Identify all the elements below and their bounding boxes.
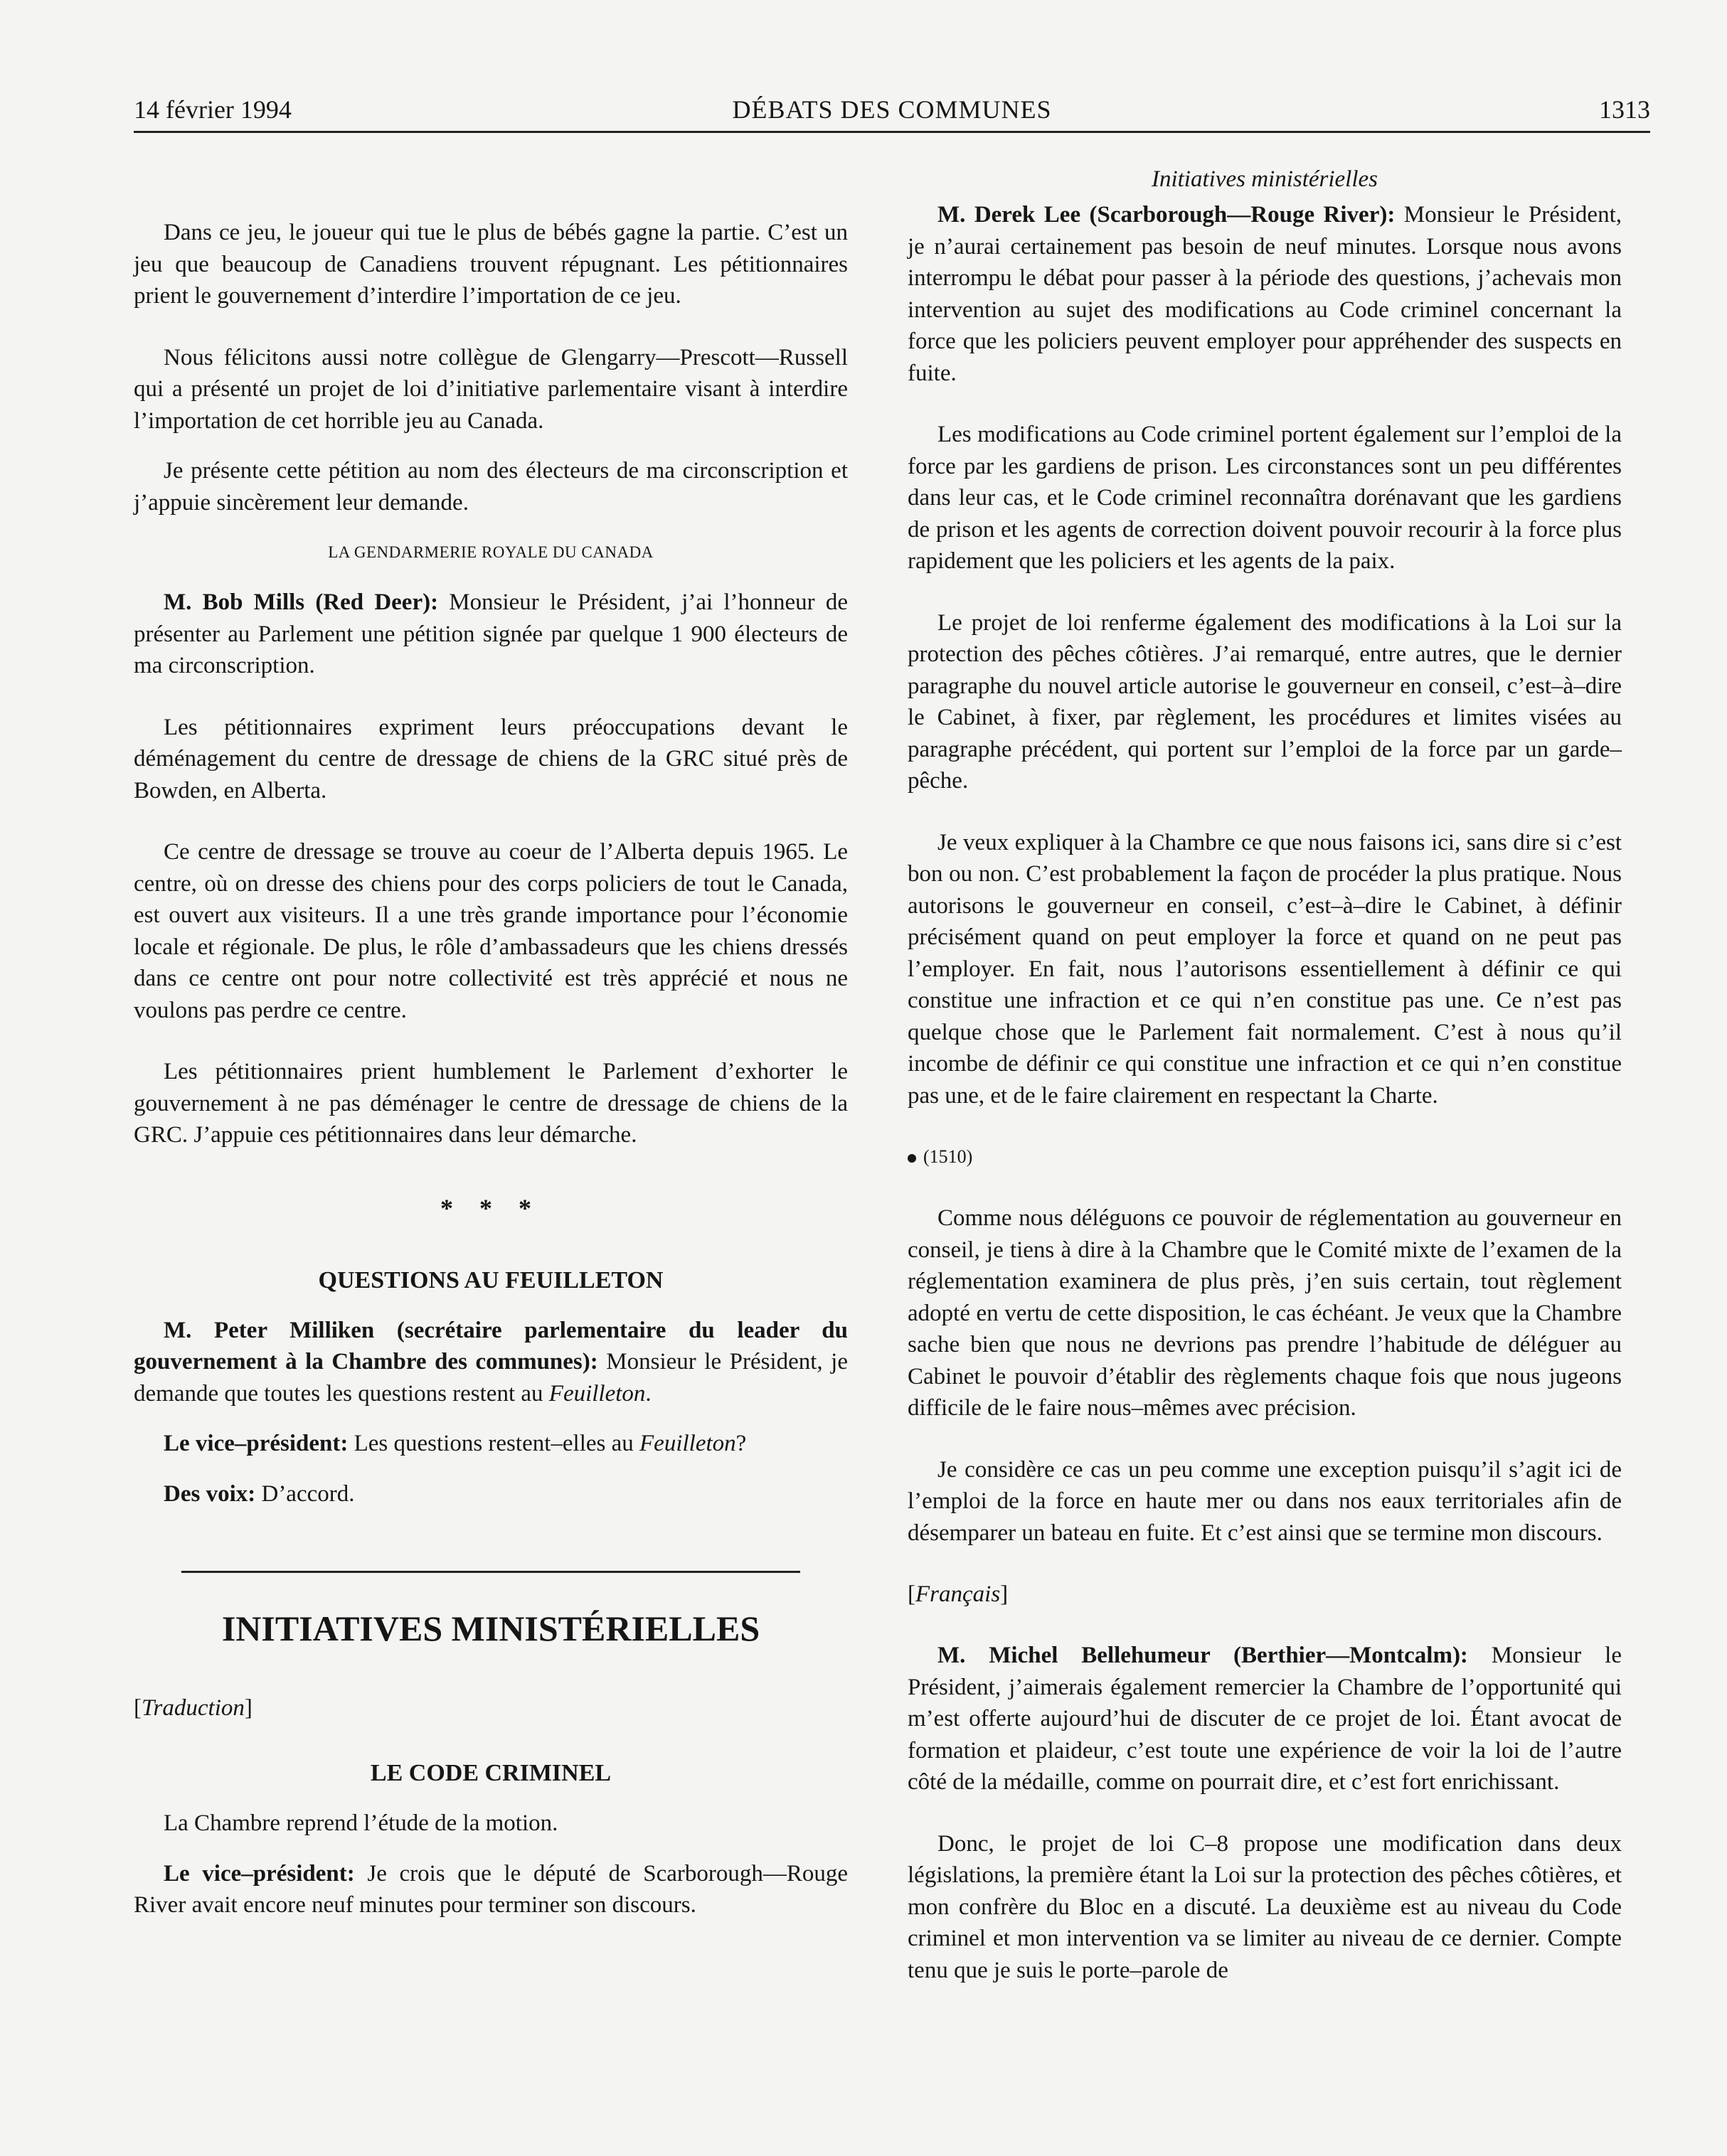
paragraph: La Chambre reprend l’étude de la motion. [164, 1810, 558, 1836]
speaker-name: M. Derek Lee (Scarborough—Rouge River): [937, 202, 1396, 228]
speech-text: Monsieur le Président, je n’aurai certainement pas besoin de neuf minutes. Lorsque nous avons interrompu le débat pour passer à la période des questions, j’achevais mon intervention au sujet des modifications au Code criminel concernant la force que les policiers peuvent employer pour appréhender des suspects en fuite. [908, 202, 1622, 386]
header-page-number: 1313 [1599, 95, 1650, 124]
paragraph: Ce centre de dressage se trouve au coeur de l’Alberta depuis 1965. Le centre, où on dresse des chiens pour des corps policiers de tout le Canada, est ouvert aux visiteurs. Il a une très grande importance pour l’économie locale et régionale. De plus, le rôle d’ambassadeurs que les chiens dressés dans ce centre ont pour notre collectivité est très apprécié et nous ne voulons pas perdre ce centre. [134, 839, 848, 1023]
italic-term: Feuilleton [548, 1380, 646, 1407]
language-label: Traduction [142, 1695, 245, 1721]
paragraph: Nous félicitons aussi notre collègue de Glengarry—Prescott—Russell qui a présenté un projet de loi d’initiative parlementaire visant à interdire l’importation de cet horrible jeu au Canada. [134, 344, 848, 434]
punctuation: . [645, 1380, 652, 1407]
language-note: [Français] [908, 1581, 1009, 1607]
speech-lee [908, 199, 1622, 389]
timestamp-text: (1510) [923, 1146, 973, 1167]
speech-text: Les questions restent–elles au [348, 1431, 640, 1456]
bullet-icon [908, 1154, 916, 1163]
running-section-title: Initiatives ministérielles [1151, 166, 1378, 192]
right-column [908, 164, 1622, 1986]
speech-voices [134, 1478, 848, 1510]
left-column [134, 217, 848, 1921]
speech-text: D’accord. [255, 1480, 355, 1507]
speech-vice-president [134, 1858, 848, 1921]
paragraph: Donc, le projet de loi C–8 propose une modification dans deux législations, la première étant la Loi sur la protection des pêches côtières, et mon confrère du Bloc en a discuté. La deuxième est au niveau du Code criminel et mon intervention va se limiter au niveau de ce dernier. Compte tenu que je suis le porte–parole de [908, 1830, 1622, 1983]
italic-term: Feuilleton [639, 1431, 736, 1456]
speech-milliken [134, 1315, 848, 1410]
section-separator: * * * [440, 1193, 541, 1222]
heading-questions: QUESTIONS AU FEUILLETON [318, 1266, 664, 1293]
speech-bellehumeur [908, 1640, 1622, 1798]
paragraph: Les pétitionnaires prient humblement le Parlement d’exhorter le gouvernement à ne pas déménager le centre de dressage de chiens de la GRC. J’appuie ces pétitionnaires dans leur démarche. [134, 1059, 848, 1148]
paragraph: Comme nous déléguons ce pouvoir de réglementation au gouverneur en conseil, je tiens à dire à la Chambre que le Comité mixte de l’examen de la réglementation examinera de plus près, j’en suis certain, tout règlement adopté en vertu de cette disposition, le cas échéant. Je veux que la Chambre sache bien que nous ne devrions pas prendre l’habitude de déléguer au Cabinet le pouvoir d’établir des règlements chaque fois que nous jugeons difficile de le faire nous–mêmes avec précision. [908, 1205, 1622, 1421]
speaker-name: Le vice–président: [164, 1431, 349, 1456]
paragraph: Les pétitionnaires expriment leurs préoccupations devant le déménagement du centre de dressage de chiens de la GRC situé près de Bowden, en Alberta. [134, 714, 848, 804]
section-rule [181, 1571, 800, 1573]
speech-text: Monsieur le Président, j’aimerais également remercier la Chambre de l’opportunité qui m’est offerte aujourd’hui de discuter de ce projet de loi. Étant avocat de formation et plaideur, c’est toute une expérience de voir la loi de l’autre côté de la médaille, comme on pourrait dire, et c’est fort enrichissant. [908, 1643, 1622, 1795]
punctuation: ? [735, 1431, 747, 1456]
timestamp [908, 1141, 1622, 1173]
subheading-grc: LA GENDARMERIE ROYALE DU CANADA [328, 543, 654, 561]
speech-text: Monsieur le Président, je demande que toutes les questions restent au [134, 1349, 848, 1407]
paragraph: Je présente cette pétition au nom des électeurs de ma circonscription et j’appuie sincèrement leur demande. [134, 458, 848, 516]
paragraph: Les modifications au Code criminel portent également sur l’emploi de la force par les gardiens de prison. Les circonstances sont un peu différentes dans leur cas, et le Code criminel reconnaîtra dorénavant que les gardiens de prison et les agents de correction doivent pouvoir recourir à la force plus rapidement que les policiers et les agents de la paix. [908, 422, 1622, 574]
heading-code-criminel: LE CODE CRIMINEL [370, 1760, 612, 1786]
paragraph: Le projet de loi renferme également des modifications à la Loi sur la protection des pêches côtières. J’ai remarqué, entre autres, que le dernier paragraphe du nouvel article autorise le gouverneur en conseil, c’est–à–dire le Cabinet, à fixer, par règlement, les procédures et limites visées au paragraphe précédent, qui portent sur l’emploi de la force par un garde–pêche. [908, 609, 1622, 794]
speaker-name: M. Peter Milliken (secrétaire parlementaire du leader du gouvernement à la Chambre des communes): [134, 1317, 848, 1375]
speech-mills [134, 587, 848, 682]
language-note: [Traduction] [134, 1695, 253, 1721]
speech-text: Monsieur le Président, j’ai l’honneur de présenter au Parlement une pétition signée par quelque 1 900 électeurs de ma circonscription. [134, 589, 848, 678]
paragraph: Je considère ce cas un peu comme une exception puisqu’il s’agit ici de l’emploi de la force en haute mer ou dans nos eaux territoriales afin de désemparer un bateau en fuite. Et c’est ainsi que se termine mon discours. [908, 1456, 1622, 1546]
paragraph: Dans ce jeu, le joueur qui tue le plus de bébés gagne la partie. C’est un jeu que beaucoup de Canadiens trouvent répugnant. Les pétitionnaires prient le gouvernement d’interdire l’importation de ce jeu. [134, 220, 848, 309]
speech-text: Je crois que le député de Scarborough—Rouge River avait encore neuf minutes pour terminer son discours. [134, 1860, 849, 1918]
speaker-name: Des voix: [164, 1480, 256, 1507]
speaker-name: Le vice–président: [164, 1860, 355, 1886]
language-label: Français [915, 1581, 1001, 1607]
speaker-name: M. Michel Bellehumeur (Berthier—Montcalm): [937, 1643, 1468, 1668]
running-head [134, 91, 1650, 133]
speaker-name: M. Bob Mills (Red Deer): [164, 589, 439, 615]
header-date: 14 février 1994 [134, 95, 292, 124]
paragraph: Je veux expliquer à la Chambre ce que nous faisons ici, sans dire si c’est bon ou non. C’est probablement la façon de procéder la plus pratique. Nous autorisons le gouverneur en conseil, c’est–à–dire le Cabinet, à définir précisément quand on peut employer la force et quand on ne peut pas l’employer. En fait, nous l’autorisons essentiellement à définir ce qui constitue une infraction et ce qui n’en constitue pas une. Ce n’est pas quelque chose que le Parlement fait normalement. C’est à nous qu’il incombe de définir ce qui constitue une infraction et ce qui n’en constitue pas une, et de le faire clairement en respectant la Charte. [908, 829, 1622, 1109]
speech-vice-president [134, 1428, 848, 1460]
header-publication: DÉBATS DES COMMUNES [732, 95, 1052, 124]
heading-initiatives: INITIATIVES MINISTÉRIELLES [221, 1608, 760, 1648]
